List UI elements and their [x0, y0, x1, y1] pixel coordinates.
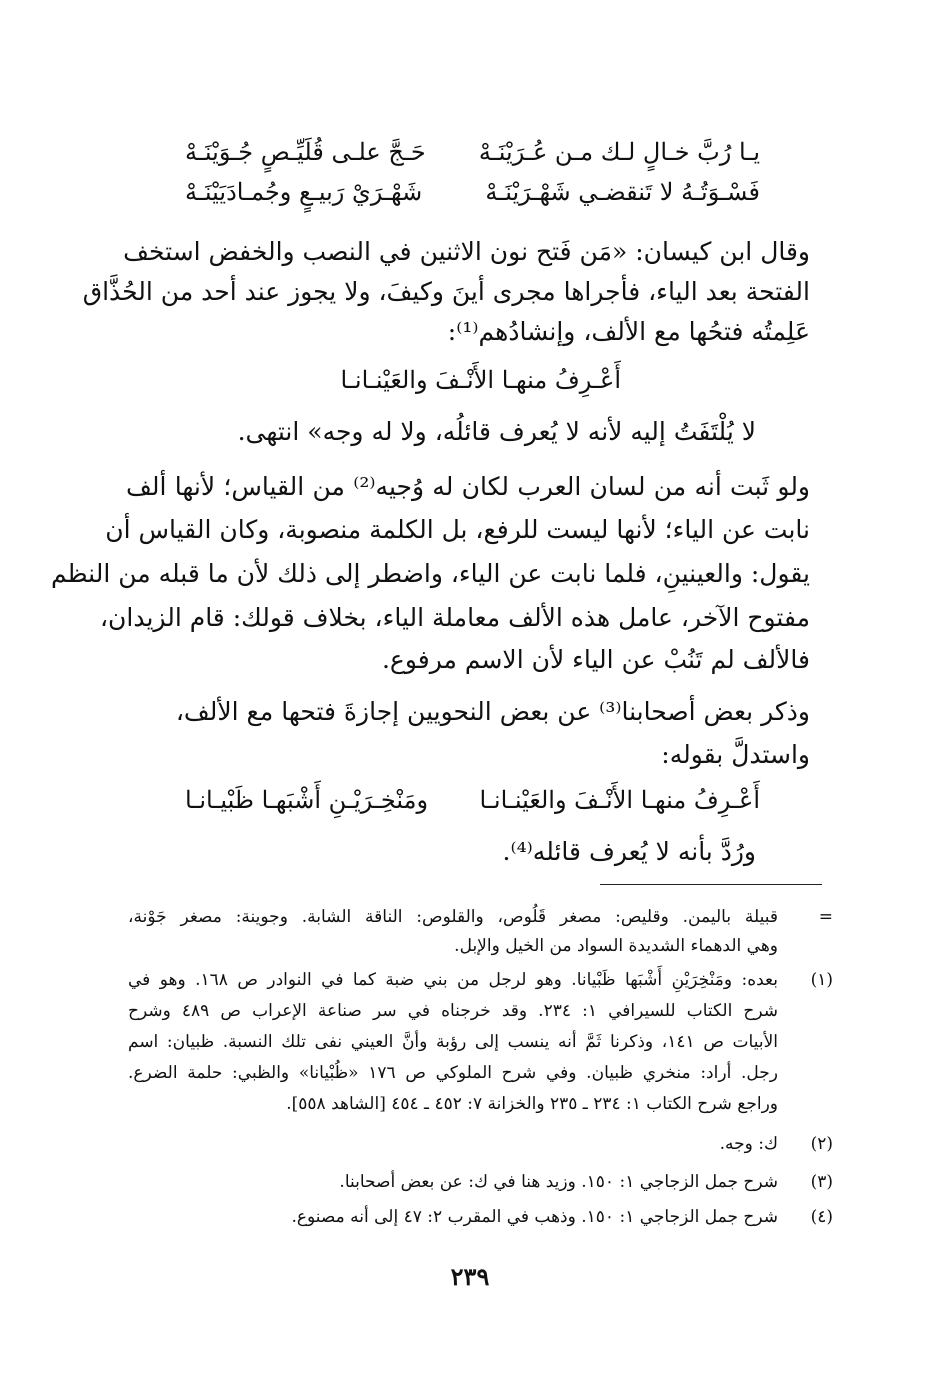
footnote-3-text: شرح جمل الزجاجي ١: ١٥٠. وزيد هنا في ك: عن بعض أصحابنا.	[339, 1172, 778, 1192]
footnote-continuation-line-1: قبيلة باليمن. وقليص: مصغر قَلُوص، والقلوص: الناقة الشابة. وجوينة: مصغر جَوْنة،	[128, 907, 778, 927]
footnote-4-mark: (٤)	[810, 1207, 833, 1227]
paragraph-2-line-1: ولو ثَبت أنه من لسان العرب لكان له وُجيه⁽²⁾ من القياس؛ لأنها ألف	[126, 472, 811, 501]
footnote-1-line-1: بعده: ومَنْخِرَيْنِ أَشْبَها ظَبْيانا. وهو لرجل من بني ضبة كما في النوادر ص ١٦٨. وهو في	[128, 970, 778, 990]
footnote-1-line-4: رجل. أراد: منخري ظبيان. وفي شرح الملوكي ص ١٧٦ «ظُبْيانا» والظبي: حلمة الضرع.	[128, 1063, 778, 1083]
verse-2: أَعْـرِفُ منهـا الأَنْـفَ والعَيْنـانـا	[340, 366, 621, 394]
footnote-continuation-line-2: وهي الدهماء الشديدة السواد من الخيل والإبل.	[454, 936, 778, 956]
verse-1-line-2	[185, 172, 760, 212]
paragraph-2-line-3: يقول: والعينينِ، فلما نابت عن الياء، واضطر إلى ذلك لأن ما قبله من النظم	[51, 559, 810, 588]
paragraph-2-line-5: فالألف لم تَنُبْ عن الياء لأن الاسم مرفوع.	[381, 645, 810, 674]
footnote-1-line-3: الأبيات ص ١٤١، وذكرنا ثَمَّ أنه ينسب إلى رؤبة وأنَّ العيني نفى تلك النسبة. ظبيان: اسم	[128, 1032, 778, 1052]
verse-1-line-2-left-hemistich: شَهْـرَيْ رَبيـعٍ وجُمـادَيَيْنَـهْ	[185, 178, 423, 206]
page-number: ٢٣٩	[450, 1262, 490, 1291]
paragraph-1-end: لا يُلْتَفَتُ إليه لأنه لا يُعرف قائلُه، ولا له وجه» انتهى.	[237, 417, 756, 446]
paragraph-3-end: ورُدَّ بأنه لا يُعرف قائله⁽⁴⁾.	[502, 837, 756, 866]
verse-1-line-1-left-hemistich: حَـجَّ علـى قُلَيِّـصٍ جُـوَيْنَـهْ	[185, 138, 426, 166]
footnote-2-mark: (٢)	[810, 1134, 833, 1154]
verse-1-line-1	[185, 132, 760, 172]
paragraph-1-line-1: وقال ابن كيسان: «مَن فَتح نون الاثنين في النصب والخفض استخف	[123, 237, 810, 266]
paragraph-2-line-4: مفتوح الآخر، عامل هذه الألف معاملة الياء، بخلاف قولك: قام الزيدان،	[99, 603, 810, 632]
paragraph-3-line-2: واستدلَّ بقوله:	[661, 740, 810, 769]
paragraph-2-line-2: نابت عن الياء؛ لأنها ليست للرفع، بل الكلمة منصوبة، وكان القياس أن	[105, 515, 810, 544]
paragraph-3-line-1: وذكر بعض أصحابنا⁽³⁾ عن بعض النحويين إجازةَ فتحها مع الألف،	[175, 697, 810, 726]
verse-3-right-hemistich: أَعْـرِفُ منهـا الأَنْـفَ والعَيْنـانـا	[479, 786, 760, 814]
footnote-continuation-mark: =	[818, 907, 833, 927]
footnote-4-text: شرح جمل الزجاجي ١: ١٥٠. وذهب في المقرب ٢: ٤٧ إلى أنه مصنوع.	[291, 1207, 778, 1227]
verse-3-left-hemistich: ومَنْخِـرَيْـنِ أَشْبَهـا ظَبْيـانـا	[185, 786, 429, 814]
verse-3	[185, 780, 760, 820]
footnote-separator	[600, 884, 822, 885]
footnote-1-line-5: وراجع شرح الكتاب ١: ٢٣٤ ـ ٢٣٥ والخزانة ٧: ٤٥٢ ـ ٤٥٤ [الشاهد ٥٥٨].	[286, 1094, 778, 1114]
verse-1-line-2-right-hemistich: فَسْـوَتُـهُ لا تَنقضـي شَهْـرَيْنَـهْ	[485, 178, 760, 206]
footnote-1-mark: (١)	[810, 970, 833, 990]
footnote-1-line-2: شرح الكتاب للسيرافي ١: ٢٣٤. وقد خرجناه في سر صناعة الإعراب ص ٤٨٩ وشرح	[128, 1001, 779, 1021]
footnote-2-text: ك: وجه.	[719, 1134, 778, 1154]
verse-1-line-1-right-hemistich: يـا رُبَّ خـالٍ لـك مـن عُـرَيْنَـهْ	[478, 138, 760, 166]
paragraph-1-line-3: عَلِمتُه فتحُها مع الألف، وإنشادُهم⁽¹⁾:	[447, 317, 810, 346]
paragraph-1-line-2: الفتحة بعد الياء، فأجراها مجرى أينَ وكيفَ، ولا يجوز عند أحد من الحُذَّاق	[82, 277, 810, 306]
footnote-3-mark: (٣)	[810, 1172, 833, 1192]
